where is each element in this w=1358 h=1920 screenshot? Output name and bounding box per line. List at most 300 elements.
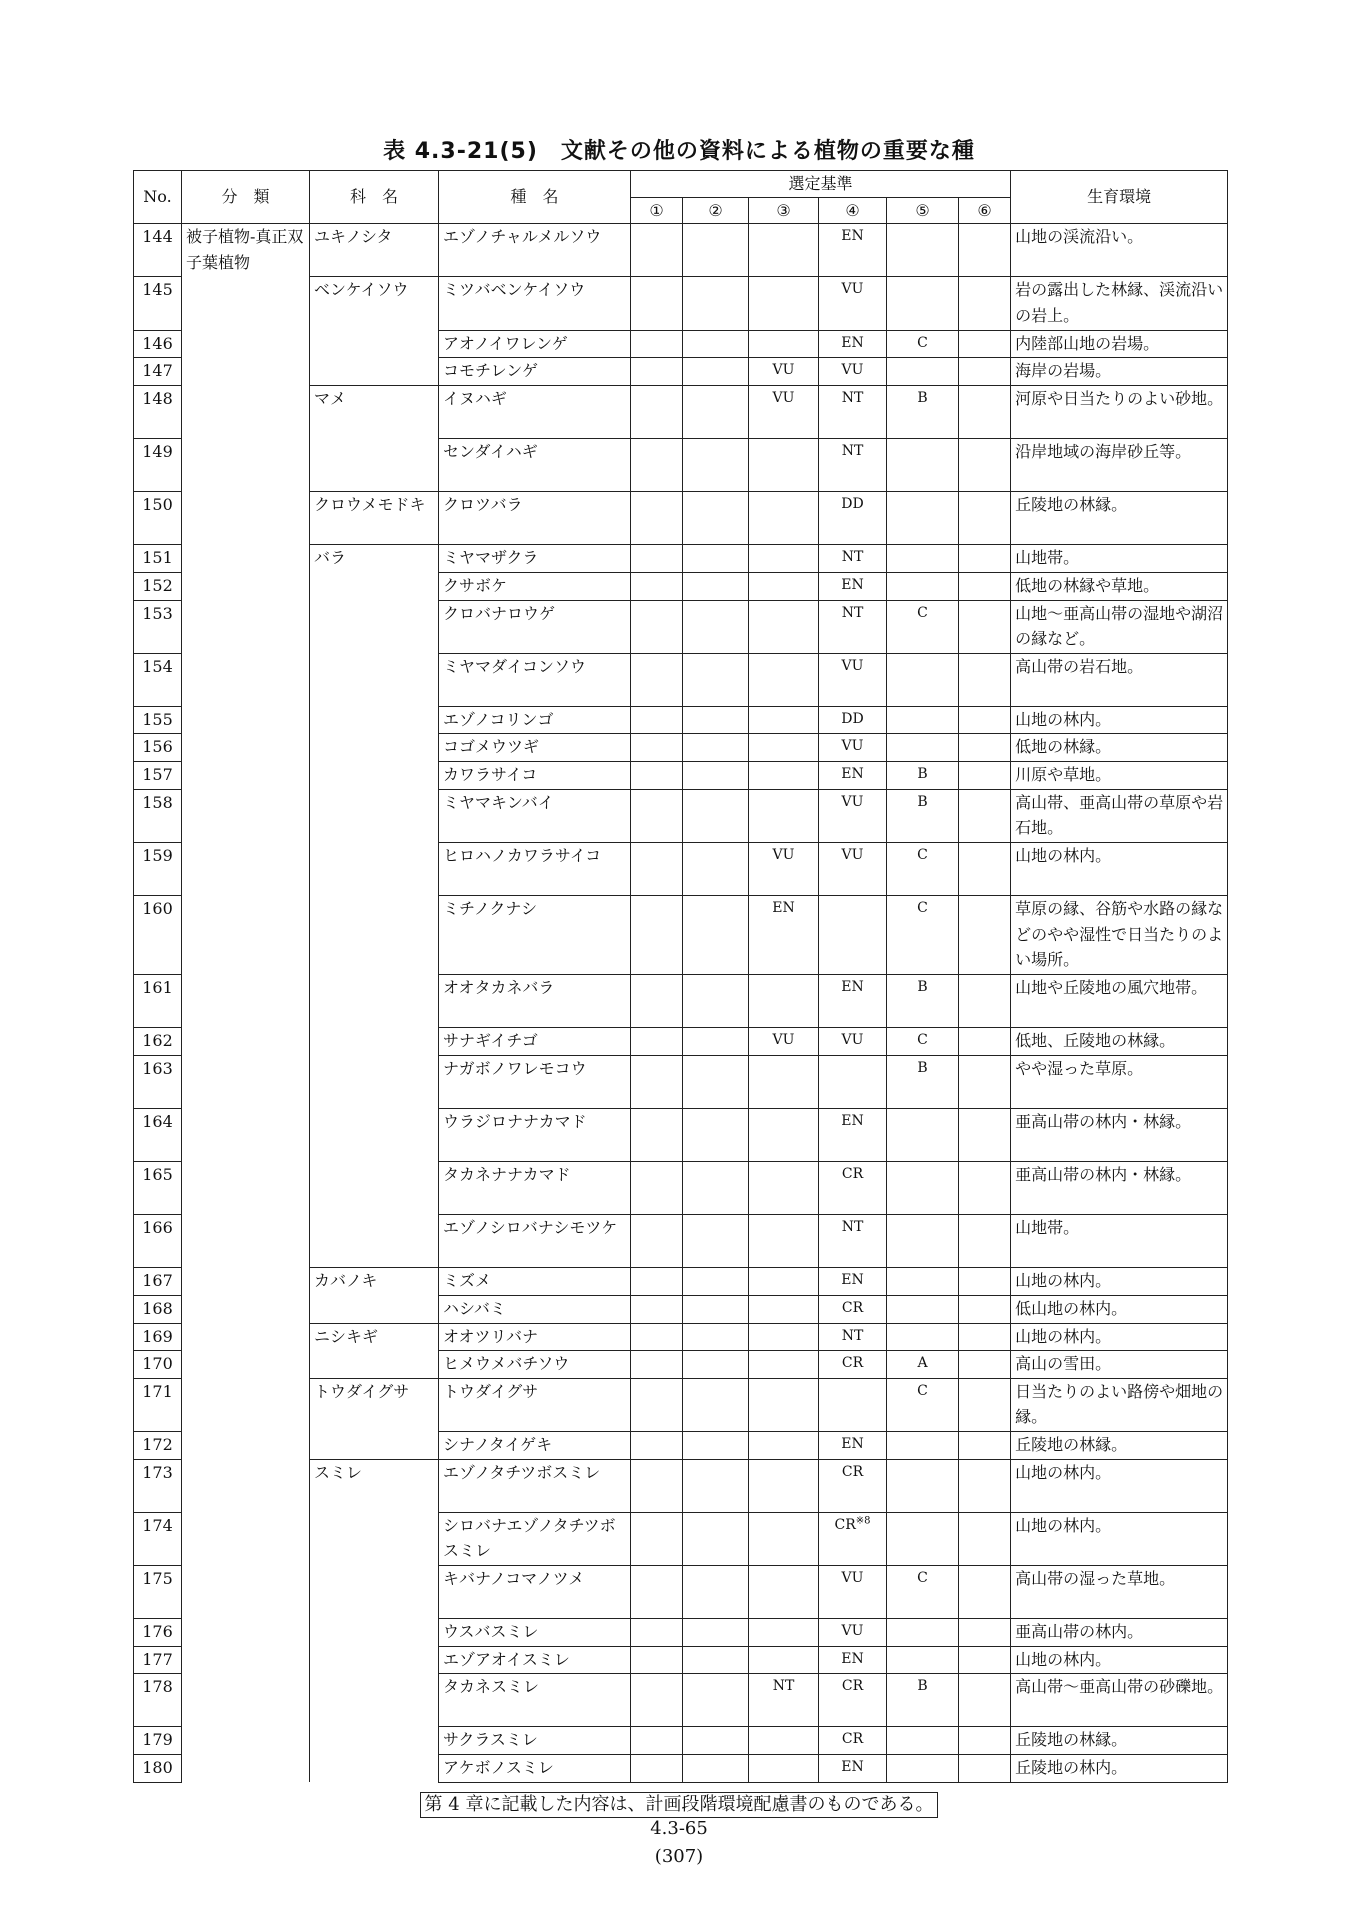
row-classification bbox=[182, 438, 310, 491]
page-total: (307) bbox=[654, 1846, 704, 1867]
row-criterion-1 bbox=[631, 1323, 683, 1351]
table-row bbox=[134, 1028, 1228, 1056]
row-criterion-3 bbox=[749, 277, 819, 330]
row-family bbox=[310, 1295, 439, 1323]
row-habitat: 高山帯の岩石地。 bbox=[1011, 653, 1228, 706]
header-species: 種 名 bbox=[439, 171, 631, 224]
row-criterion-6 bbox=[959, 438, 1011, 491]
row-no: 151 bbox=[134, 545, 182, 573]
row-criterion-2 bbox=[683, 1727, 749, 1755]
header-classification: 分 類 bbox=[182, 171, 310, 224]
row-species: イヌハギ bbox=[439, 385, 631, 438]
row-criterion-2 bbox=[683, 762, 749, 790]
criterion-4-value: VU bbox=[841, 1032, 864, 1049]
row-criterion-4 bbox=[819, 734, 887, 762]
row-criterion-6 bbox=[959, 1646, 1011, 1674]
criterion-4-value: EN bbox=[841, 1272, 864, 1289]
row-criterion-3: VU bbox=[749, 358, 819, 386]
row-criterion-5 bbox=[887, 1295, 959, 1323]
row-criterion-5 bbox=[887, 653, 959, 706]
row-criterion-2 bbox=[683, 600, 749, 653]
row-criterion-3 bbox=[749, 1512, 819, 1565]
row-habitat: 高山帯、亜高山帯の草原や岩石地。 bbox=[1011, 789, 1228, 842]
row-species: コゴメウツギ bbox=[439, 734, 631, 762]
table-row bbox=[134, 1512, 1228, 1565]
row-classification bbox=[182, 842, 310, 895]
row-species: ミチノクナシ bbox=[439, 896, 631, 975]
criterion-4-value: NT bbox=[841, 389, 864, 406]
row-criterion-4 bbox=[819, 492, 887, 545]
row-criterion-4 bbox=[819, 277, 887, 330]
row-criterion-3 bbox=[749, 224, 819, 277]
criterion-4-value: EN bbox=[841, 1650, 864, 1667]
row-criterion-3 bbox=[749, 572, 819, 600]
row-family: トウダイグサ bbox=[310, 1378, 439, 1431]
criterion-4-value: DD bbox=[841, 710, 864, 727]
row-criterion-2 bbox=[683, 572, 749, 600]
row-habitat: 山地帯。 bbox=[1011, 545, 1228, 573]
row-species: ヒメウメバチソウ bbox=[439, 1351, 631, 1379]
row-family bbox=[310, 734, 439, 762]
row-no: 161 bbox=[134, 974, 182, 1027]
row-criterion-6 bbox=[959, 1459, 1011, 1512]
row-criterion-4 bbox=[819, 224, 887, 277]
table-row bbox=[134, 789, 1228, 842]
table-row bbox=[134, 1565, 1228, 1618]
row-criterion-2 bbox=[683, 1295, 749, 1323]
table-row bbox=[134, 330, 1228, 358]
row-criterion-1 bbox=[631, 1646, 683, 1674]
row-family bbox=[310, 438, 439, 491]
row-criterion-3 bbox=[749, 1215, 819, 1268]
row-criterion-3 bbox=[749, 330, 819, 358]
row-criterion-2 bbox=[683, 277, 749, 330]
row-no: 152 bbox=[134, 572, 182, 600]
row-no: 150 bbox=[134, 492, 182, 545]
row-criterion-5 bbox=[887, 1108, 959, 1161]
row-classification bbox=[182, 1565, 310, 1618]
criterion-4-value: EN bbox=[841, 1112, 864, 1129]
row-criterion-1 bbox=[631, 734, 683, 762]
row-habitat: 山地の林内。 bbox=[1011, 1323, 1228, 1351]
row-criterion-4 bbox=[819, 706, 887, 734]
row-criterion-1 bbox=[631, 492, 683, 545]
row-criterion-6 bbox=[959, 896, 1011, 975]
row-criterion-1 bbox=[631, 1295, 683, 1323]
table-row bbox=[134, 358, 1228, 386]
row-criterion-4 bbox=[819, 1295, 887, 1323]
criterion-4-value: EN bbox=[841, 228, 864, 245]
row-no: 170 bbox=[134, 1351, 182, 1379]
row-criterion-2 bbox=[683, 896, 749, 975]
row-classification bbox=[182, 358, 310, 386]
row-criterion-4 bbox=[819, 1619, 887, 1647]
row-family bbox=[310, 330, 439, 358]
row-criterion-5: A bbox=[887, 1351, 959, 1379]
row-criterion-4 bbox=[819, 1215, 887, 1268]
row-criterion-2 bbox=[683, 1619, 749, 1647]
row-family bbox=[310, 1215, 439, 1268]
row-classification bbox=[182, 734, 310, 762]
row-criterion-1 bbox=[631, 1674, 683, 1727]
row-criterion-6 bbox=[959, 1028, 1011, 1056]
row-criterion-3 bbox=[749, 1378, 819, 1431]
criterion-4-value: VU bbox=[841, 1623, 864, 1640]
row-no: 159 bbox=[134, 842, 182, 895]
row-criterion-5: C bbox=[887, 1565, 959, 1618]
row-criterion-3: VU bbox=[749, 385, 819, 438]
row-habitat: 沿岸地域の海岸砂丘等。 bbox=[1011, 438, 1228, 491]
row-criterion-3 bbox=[749, 653, 819, 706]
row-habitat: 高山の雪田。 bbox=[1011, 1351, 1228, 1379]
table-row bbox=[134, 1378, 1228, 1431]
row-classification bbox=[182, 1646, 310, 1674]
row-criterion-3 bbox=[749, 1646, 819, 1674]
row-family bbox=[310, 1161, 439, 1214]
table-row bbox=[134, 896, 1228, 975]
row-criterion-6 bbox=[959, 1215, 1011, 1268]
row-classification bbox=[182, 330, 310, 358]
criterion-4-value: EN bbox=[841, 1435, 864, 1452]
row-classification bbox=[182, 572, 310, 600]
row-criterion-2 bbox=[683, 706, 749, 734]
row-criterion-4 bbox=[819, 600, 887, 653]
row-criterion-1 bbox=[631, 385, 683, 438]
row-no: 155 bbox=[134, 706, 182, 734]
row-criterion-6 bbox=[959, 1727, 1011, 1755]
row-species: ミヤマダイコンソウ bbox=[439, 653, 631, 706]
row-criterion-5: C bbox=[887, 600, 959, 653]
row-criterion-6 bbox=[959, 277, 1011, 330]
table-row bbox=[134, 600, 1228, 653]
row-habitat: 亜高山帯の林内・林縁。 bbox=[1011, 1161, 1228, 1214]
row-criterion-2 bbox=[683, 438, 749, 491]
row-species: シナノタイゲキ bbox=[439, 1431, 631, 1459]
row-criterion-6 bbox=[959, 1755, 1011, 1783]
table-row bbox=[134, 385, 1228, 438]
row-criterion-6 bbox=[959, 572, 1011, 600]
row-criterion-1 bbox=[631, 1565, 683, 1618]
row-criterion-5: B bbox=[887, 1674, 959, 1727]
row-classification bbox=[182, 1268, 310, 1296]
criterion-4-value: CR bbox=[841, 1165, 864, 1182]
row-species: タカネスミレ bbox=[439, 1674, 631, 1727]
table-row bbox=[134, 1323, 1228, 1351]
table-row bbox=[134, 1619, 1228, 1647]
row-criterion-6 bbox=[959, 600, 1011, 653]
row-criterion-1 bbox=[631, 545, 683, 573]
row-no: 171 bbox=[134, 1378, 182, 1431]
row-criterion-2 bbox=[683, 330, 749, 358]
row-species: サクラスミレ bbox=[439, 1727, 631, 1755]
row-criterion-4 bbox=[819, 1459, 887, 1512]
row-no: 157 bbox=[134, 762, 182, 790]
row-criterion-6 bbox=[959, 330, 1011, 358]
row-criterion-6 bbox=[959, 1055, 1011, 1108]
row-criterion-4 bbox=[819, 1646, 887, 1674]
row-family bbox=[310, 358, 439, 386]
row-criterion-4 bbox=[819, 789, 887, 842]
row-species: ウラジロナナカマド bbox=[439, 1108, 631, 1161]
criterion-4-value: NT bbox=[841, 604, 864, 621]
row-classification: 被子植物-真正双子葉植物 bbox=[182, 224, 310, 277]
row-habitat: 山地や丘陵地の風穴地帯。 bbox=[1011, 974, 1228, 1027]
row-criterion-6 bbox=[959, 545, 1011, 573]
row-criterion-1 bbox=[631, 1755, 683, 1783]
row-classification bbox=[182, 1619, 310, 1647]
row-criterion-2 bbox=[683, 1646, 749, 1674]
row-criterion-5 bbox=[887, 438, 959, 491]
row-criterion-1 bbox=[631, 1215, 683, 1268]
row-habitat: 丘陵地の林縁。 bbox=[1011, 492, 1228, 545]
row-criterion-5: B bbox=[887, 1055, 959, 1108]
row-habitat: 山地の林内。 bbox=[1011, 1646, 1228, 1674]
row-family bbox=[310, 572, 439, 600]
row-species: ミヤマザクラ bbox=[439, 545, 631, 573]
row-criterion-3 bbox=[749, 600, 819, 653]
header-criteria: 選定基準 bbox=[631, 171, 1011, 198]
row-family bbox=[310, 1431, 439, 1459]
row-criterion-3 bbox=[749, 734, 819, 762]
row-classification bbox=[182, 762, 310, 790]
row-criterion-5 bbox=[887, 1727, 959, 1755]
row-criterion-3 bbox=[749, 1619, 819, 1647]
row-classification bbox=[182, 1674, 310, 1727]
row-criterion-5: B bbox=[887, 385, 959, 438]
criterion-4-value: EN bbox=[841, 1759, 864, 1776]
row-criterion-2 bbox=[683, 1431, 749, 1459]
criterion-4-value: VU bbox=[841, 846, 864, 863]
row-criterion-4 bbox=[819, 1565, 887, 1618]
table-row bbox=[134, 1459, 1228, 1512]
row-criterion-1 bbox=[631, 600, 683, 653]
row-criterion-5 bbox=[887, 1215, 959, 1268]
row-criterion-5 bbox=[887, 224, 959, 277]
criterion-4-value: EN bbox=[841, 334, 864, 351]
row-criterion-4 bbox=[819, 1755, 887, 1783]
row-no: 168 bbox=[134, 1295, 182, 1323]
row-criterion-6 bbox=[959, 706, 1011, 734]
row-no: 164 bbox=[134, 1108, 182, 1161]
table-row bbox=[134, 1215, 1228, 1268]
row-classification bbox=[182, 974, 310, 1027]
criterion-4-value: CR bbox=[841, 1463, 864, 1480]
row-family bbox=[310, 974, 439, 1027]
row-no: 145 bbox=[134, 277, 182, 330]
row-criterion-4 bbox=[819, 1674, 887, 1727]
row-classification bbox=[182, 1459, 310, 1512]
table-row bbox=[134, 1055, 1228, 1108]
row-criterion-6 bbox=[959, 1431, 1011, 1459]
row-habitat: 山地～亜高山帯の湿地や湖沼の縁など。 bbox=[1011, 600, 1228, 653]
criterion-4-value: NT bbox=[841, 1219, 864, 1236]
row-family bbox=[310, 1055, 439, 1108]
table-body bbox=[134, 224, 1228, 1782]
row-criterion-3 bbox=[749, 1055, 819, 1108]
row-criterion-2 bbox=[683, 1565, 749, 1618]
row-criterion-1 bbox=[631, 572, 683, 600]
row-species: クロツバラ bbox=[439, 492, 631, 545]
row-criterion-2 bbox=[683, 492, 749, 545]
row-species: タカネナナカマド bbox=[439, 1161, 631, 1214]
row-criterion-5 bbox=[887, 572, 959, 600]
table-row bbox=[134, 974, 1228, 1027]
row-species: サナギイチゴ bbox=[439, 1028, 631, 1056]
row-criterion-1 bbox=[631, 224, 683, 277]
row-criterion-6 bbox=[959, 842, 1011, 895]
row-criterion-1 bbox=[631, 1459, 683, 1512]
row-family bbox=[310, 1351, 439, 1379]
row-species: ナガボノワレモコウ bbox=[439, 1055, 631, 1108]
criterion-4-value: VU bbox=[841, 362, 864, 379]
row-family bbox=[310, 762, 439, 790]
row-species: トウダイグサ bbox=[439, 1378, 631, 1431]
row-criterion-2 bbox=[683, 842, 749, 895]
row-family: ユキノシタ bbox=[310, 224, 439, 277]
criterion-4-value: VU bbox=[841, 738, 864, 755]
row-criterion-6 bbox=[959, 1295, 1011, 1323]
row-family: マメ bbox=[310, 385, 439, 438]
row-habitat: 亜高山帯の林内。 bbox=[1011, 1619, 1228, 1647]
row-criterion-3 bbox=[749, 1295, 819, 1323]
row-family: カバノキ bbox=[310, 1268, 439, 1296]
row-family bbox=[310, 1674, 439, 1727]
row-criterion-4 bbox=[819, 1378, 887, 1431]
row-classification bbox=[182, 1351, 310, 1379]
row-species: センダイハギ bbox=[439, 438, 631, 491]
row-criterion-3: NT bbox=[749, 1674, 819, 1727]
row-species: アオノイワレンゲ bbox=[439, 330, 631, 358]
row-habitat: 低地、丘陵地の林縁。 bbox=[1011, 1028, 1228, 1056]
table-row bbox=[134, 1161, 1228, 1214]
row-criterion-1 bbox=[631, 330, 683, 358]
row-family bbox=[310, 1108, 439, 1161]
header-habitat: 生育環境 bbox=[1011, 171, 1228, 224]
table-row bbox=[134, 1295, 1228, 1323]
row-criterion-5: C bbox=[887, 1028, 959, 1056]
row-habitat: 山地の林内。 bbox=[1011, 706, 1228, 734]
row-criterion-6 bbox=[959, 492, 1011, 545]
row-criterion-1 bbox=[631, 1351, 683, 1379]
row-criterion-5 bbox=[887, 1646, 959, 1674]
row-criterion-2 bbox=[683, 224, 749, 277]
row-criterion-2 bbox=[683, 1055, 749, 1108]
row-species: ミツバベンケイソウ bbox=[439, 277, 631, 330]
row-criterion-6 bbox=[959, 789, 1011, 842]
row-criterion-4 bbox=[819, 1512, 887, 1565]
row-criterion-2 bbox=[683, 1674, 749, 1727]
row-no: 175 bbox=[134, 1565, 182, 1618]
row-habitat: 岩の露出した林縁、渓流沿いの岩上。 bbox=[1011, 277, 1228, 330]
row-criterion-5 bbox=[887, 1755, 959, 1783]
row-criterion-6 bbox=[959, 1512, 1011, 1565]
row-classification bbox=[182, 1431, 310, 1459]
row-habitat: 丘陵地の林縁。 bbox=[1011, 1727, 1228, 1755]
row-no: 147 bbox=[134, 358, 182, 386]
row-habitat: 山地の林内。 bbox=[1011, 1512, 1228, 1565]
row-classification bbox=[182, 277, 310, 330]
row-criterion-3 bbox=[749, 1727, 819, 1755]
row-criterion-3 bbox=[749, 789, 819, 842]
row-classification bbox=[182, 492, 310, 545]
row-criterion-2 bbox=[683, 1323, 749, 1351]
row-criterion-3: EN bbox=[749, 896, 819, 975]
table-row bbox=[134, 572, 1228, 600]
row-habitat: 丘陵地の林内。 bbox=[1011, 1755, 1228, 1783]
table-row bbox=[134, 1268, 1228, 1296]
row-species: オオツリバナ bbox=[439, 1323, 631, 1351]
row-criterion-5 bbox=[887, 706, 959, 734]
row-no: 173 bbox=[134, 1459, 182, 1512]
row-criterion-3 bbox=[749, 1351, 819, 1379]
row-criterion-6 bbox=[959, 734, 1011, 762]
row-classification bbox=[182, 1055, 310, 1108]
row-criterion-5 bbox=[887, 1459, 959, 1512]
row-criterion-5 bbox=[887, 1323, 959, 1351]
row-species: エゾノコリンゴ bbox=[439, 706, 631, 734]
row-family bbox=[310, 1755, 439, 1783]
row-criterion-4 bbox=[819, 572, 887, 600]
row-criterion-4 bbox=[819, 653, 887, 706]
row-criterion-2 bbox=[683, 1028, 749, 1056]
row-family: ベンケイソウ bbox=[310, 277, 439, 330]
row-criterion-6 bbox=[959, 1619, 1011, 1647]
row-habitat: 山地の林内。 bbox=[1011, 1268, 1228, 1296]
row-criterion-3 bbox=[749, 762, 819, 790]
row-criterion-2 bbox=[683, 1268, 749, 1296]
row-family bbox=[310, 1028, 439, 1056]
row-no: 144 bbox=[134, 224, 182, 277]
row-criterion-2 bbox=[683, 734, 749, 762]
row-classification bbox=[182, 600, 310, 653]
criterion-4-value: CR bbox=[834, 1516, 856, 1533]
row-criterion-3 bbox=[749, 1161, 819, 1214]
row-criterion-6 bbox=[959, 358, 1011, 386]
row-criterion-1 bbox=[631, 789, 683, 842]
row-criterion-2 bbox=[683, 545, 749, 573]
row-species: クサボケ bbox=[439, 572, 631, 600]
criterion-4-value: CR bbox=[841, 1299, 864, 1316]
row-criterion-2 bbox=[683, 1459, 749, 1512]
row-classification bbox=[182, 545, 310, 573]
row-criterion-4 bbox=[819, 974, 887, 1027]
row-species: エゾアオイスミレ bbox=[439, 1646, 631, 1674]
criterion-4-value: CR bbox=[841, 1731, 864, 1748]
criterion-4-value: NT bbox=[841, 1327, 864, 1344]
row-criterion-5 bbox=[887, 1512, 959, 1565]
row-family: バラ bbox=[310, 545, 439, 573]
row-criterion-3 bbox=[749, 1108, 819, 1161]
row-species: クロバナロウゲ bbox=[439, 600, 631, 653]
row-no: 178 bbox=[134, 1674, 182, 1727]
row-habitat: 亜高山帯の林内・林縁。 bbox=[1011, 1108, 1228, 1161]
row-family: ニシキギ bbox=[310, 1323, 439, 1351]
row-criterion-4 bbox=[819, 1028, 887, 1056]
row-no: 172 bbox=[134, 1431, 182, 1459]
row-criterion-5 bbox=[887, 358, 959, 386]
row-species: ヒロハノカワラサイコ bbox=[439, 842, 631, 895]
row-species: ウスバスミレ bbox=[439, 1619, 631, 1647]
row-criterion-3 bbox=[749, 438, 819, 491]
row-criterion-4 bbox=[819, 358, 887, 386]
row-classification bbox=[182, 1755, 310, 1783]
table-row bbox=[134, 1431, 1228, 1459]
plant-species-table bbox=[133, 170, 1228, 1783]
row-criterion-6 bbox=[959, 653, 1011, 706]
row-criterion-1 bbox=[631, 1108, 683, 1161]
row-criterion-1 bbox=[631, 842, 683, 895]
row-criterion-4 bbox=[819, 1108, 887, 1161]
